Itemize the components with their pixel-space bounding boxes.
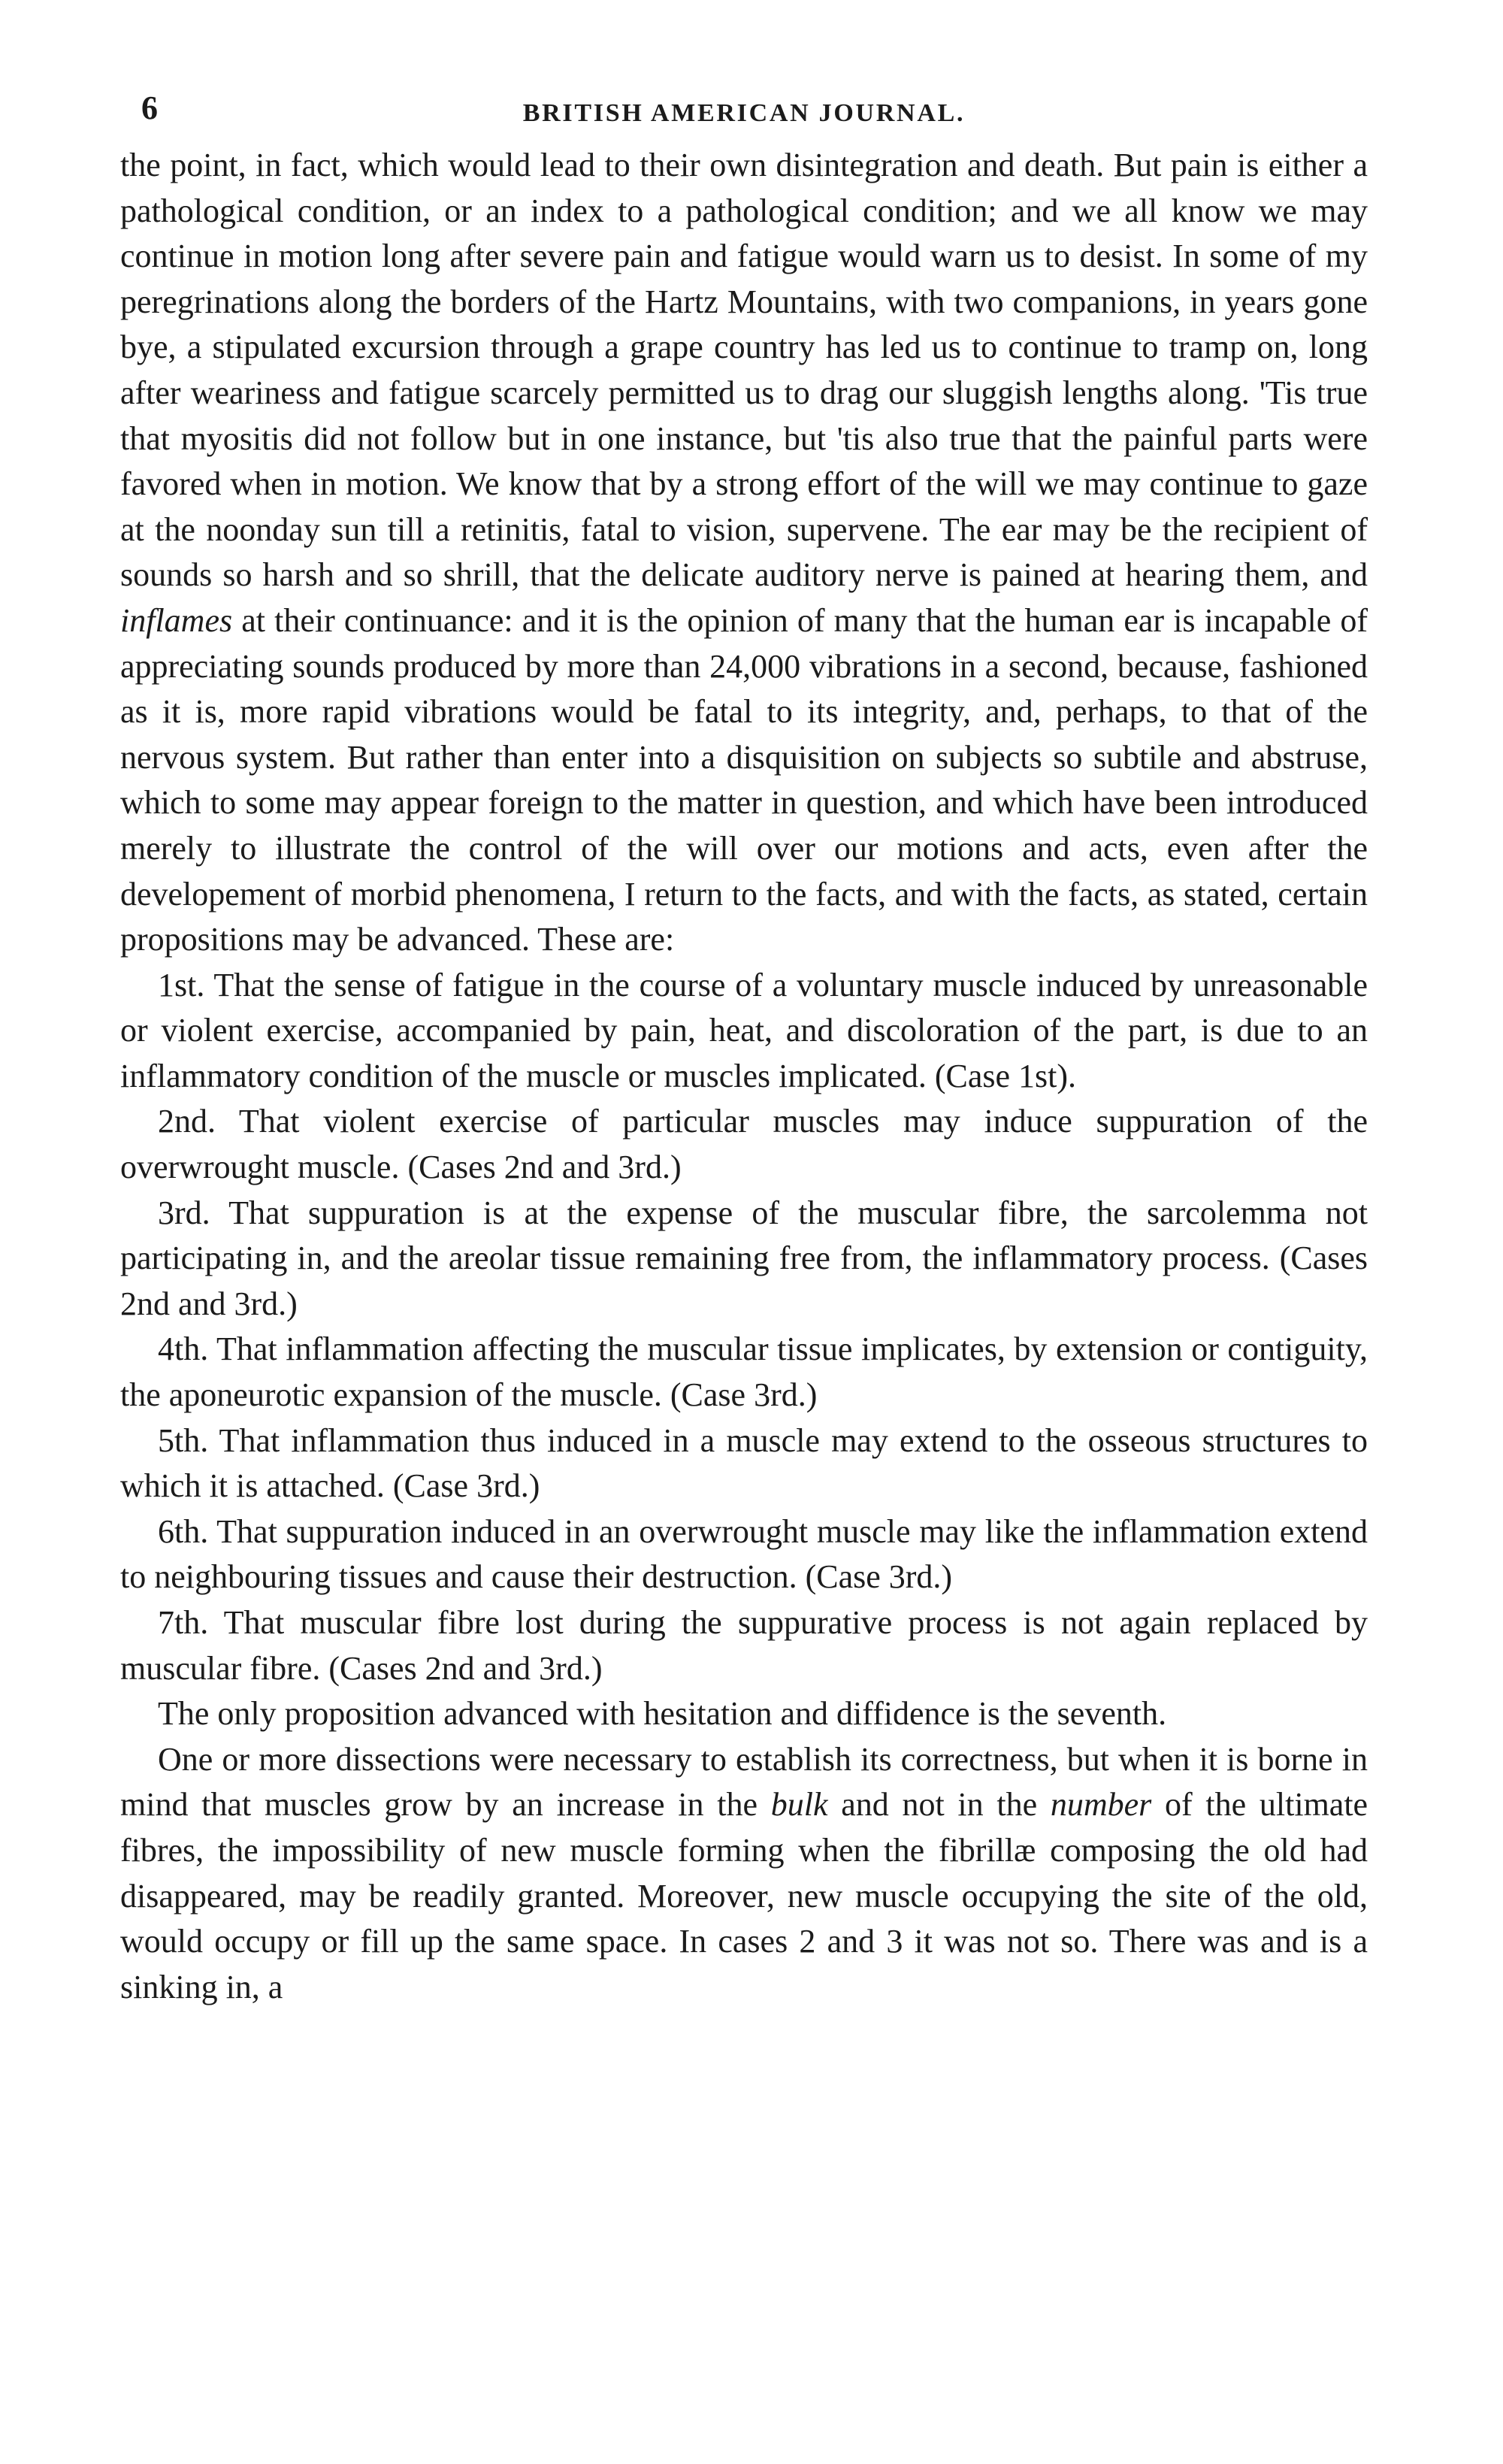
paragraph-continuation (120, 143, 1368, 963)
proposition-2: 2nd. That violent exercise of particular muscles may induce suppuration of the overwrought muscle. (Cases 2nd and 3rd.) (120, 1103, 1368, 1186)
italic-word: number (1050, 1786, 1152, 1824)
proposition-7: 7th. That muscular fibre lost during the suppurative process is not again replaced by muscular fibre. (Cases 2nd and 3rd.) (120, 1604, 1368, 1687)
italic-word: inflames (120, 601, 233, 639)
proposition-5: 5th. That inflammation thus induced in a muscle may extend to the osseous structures to which it is attached. (Case 3rd.) (120, 1421, 1368, 1505)
text-run: of the ultimate fibres, the impossibility of new muscle forming when the fibrillæ composing the old had disappeared, may be readily granted. Moreover, new muscle occupying the site of the old, would occupy or fill up the same space. In cases 2 and 3 it was not so. There was and is a sinking in, a (120, 1786, 1368, 2005)
page-number: 6 (141, 89, 159, 126)
journal-title: BRITISH AMERICAN JOURNAL. (522, 99, 966, 127)
proposition-4: 4th. That inflammation affecting the muscular tissue implicates, by extension or contiguity, the aponeurotic expansion of the muscle. (Case 3rd.) (120, 1330, 1368, 1414)
proposition-6: 6th. That suppuration induced in an overwrought muscle may like the inflammation extend to neighbouring tissues and cause their destruction. (Case 3rd.) (120, 1512, 1368, 1596)
italic-word: bulk (770, 1786, 828, 1824)
proposition-1: 1st. That the sense of fatigue in the course of a voluntary muscle induced by unreasonable or violent exercise, accompanied by pain, heat, and discoloration of the part, is due to an inflammatory condition of the muscle or muscles implicated. (Case 1st). (120, 966, 1368, 1094)
paragraph-dissections (120, 1737, 1368, 2011)
text-run: One or more dissections were necessary to establish its correctness, but when it is borne in mind that muscles grow by an increase in the (120, 1740, 1368, 1824)
text-run: the point, in fact, which would lead to their own disintegration and death. But pain is either a pathological condition, or an index to a pathological condition; and we all know we may continue in motion long after severe pain and fatigue would warn us to desist. In some of my peregrinations along the borders of the Hartz Mountains, with two companions, in years gone bye, a stipulated excursion through a grape country has led us to continue to tramp on, long after weariness and fatigue scarcely permitted us to drag our sluggish lengths along. 'Tis true that myositis did not follow but in one instance, but 'tis also true that the painful parts were favored when in motion. We know that by a strong effort of the will we may continue to gaze at the noonday sun till a retinitis, fatal to vision, supervene. The ear may be the recipient of sounds so harsh and so shrill, that the delicate auditory nerve is pained at hearing them, and (120, 147, 1368, 594)
journal-page (120, 75, 1368, 2010)
text-run: at their continuance: and it is the opinion of many that the human ear is incapable of appreciating sounds produced by more than 24,000 vibrations in a second, because, fashioned as it is, more rapid vibrations would be fatal to its integrity, and, perhaps, to that of the nervous system. But rather than enter into a disquisition on subjects so subtile and abstruse, which to some may appear foreign to the matter in question, and which have been introduced merely to illustrate the control of the will over our motions and acts, even after the developement of morbid phenomena, I return to the facts, and with the facts, as stated, certain propositions may be advanced. These are: (120, 601, 1368, 958)
running-head (120, 75, 1368, 143)
article-body (120, 143, 1368, 2010)
proposition-3: 3rd. That suppuration is at the expense of the muscular fibre, the sarcolemma not participating in, and the areolar tissue remaining free from, the inflammatory process. (Cases 2nd and 3rd.) (120, 1194, 1368, 1322)
paragraph-hesitation: The only proposition advanced with hesitation and diffidence is the seventh. (158, 1695, 1167, 1733)
text-run: and not in the (841, 1786, 1038, 1824)
